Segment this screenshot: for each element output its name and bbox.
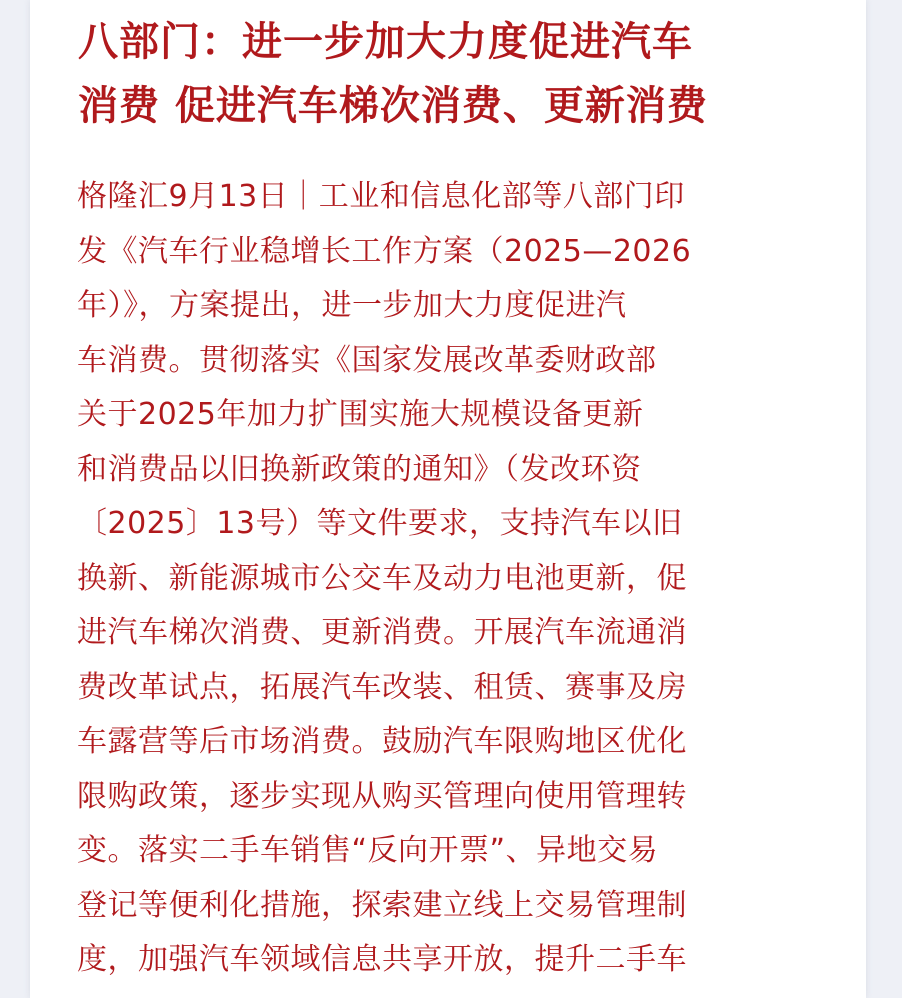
body-line: 〔2025〕13号）等文件要求，支持汽车以旧 xyxy=(77,506,683,541)
body-line: 和消费品以旧换新政策的通知》（发改环资 xyxy=(77,451,642,487)
body-line: 发《汽车行业稳增长工作方案（2025—2026 xyxy=(77,233,692,269)
body-line: 费改革试点，拓展汽车改装、租赁、赛事及房 xyxy=(77,669,687,705)
body-line: 格隆汇9月13日｜工业和信息化部等八部门印 xyxy=(77,179,685,214)
body-line: 关于2025年加力扩围实施大规模设备更新 xyxy=(77,397,644,432)
body-line: 登记等便利化措施，探索建立线上交易管理制 xyxy=(77,887,687,923)
body-line: 车露营等后市场消费。鼓励汽车限购地区优化 xyxy=(77,724,687,759)
body-line: 换新、新能源城市公交车及动力电池更新，促 xyxy=(77,560,687,596)
headline-line: 消费 促进汽车梯次消费、更新消费 xyxy=(78,82,708,129)
body-line: 进汽车梯次消费、更新消费。开展汽车流通消 xyxy=(77,615,687,650)
body-line: 车消费。贯彻落实《国家发展改革委财政部 xyxy=(77,342,657,378)
article-body xyxy=(77,170,857,988)
body-line: 变。落实二手车销售“反向开票”、异地交易 xyxy=(77,833,659,868)
body-line: 限购政策，逐步实现从购买管理向使用管理转 xyxy=(77,778,687,814)
body-line: 度，加强汽车领域信息共享开放，提升二手车 xyxy=(77,942,687,977)
body-line: 年）》，方案提出，进一步加大力度促进汽 xyxy=(77,288,627,323)
article-card xyxy=(30,0,866,998)
article-headline xyxy=(78,10,858,138)
headline-line: 八部门：进一步加大力度促进汽车 xyxy=(78,18,693,65)
